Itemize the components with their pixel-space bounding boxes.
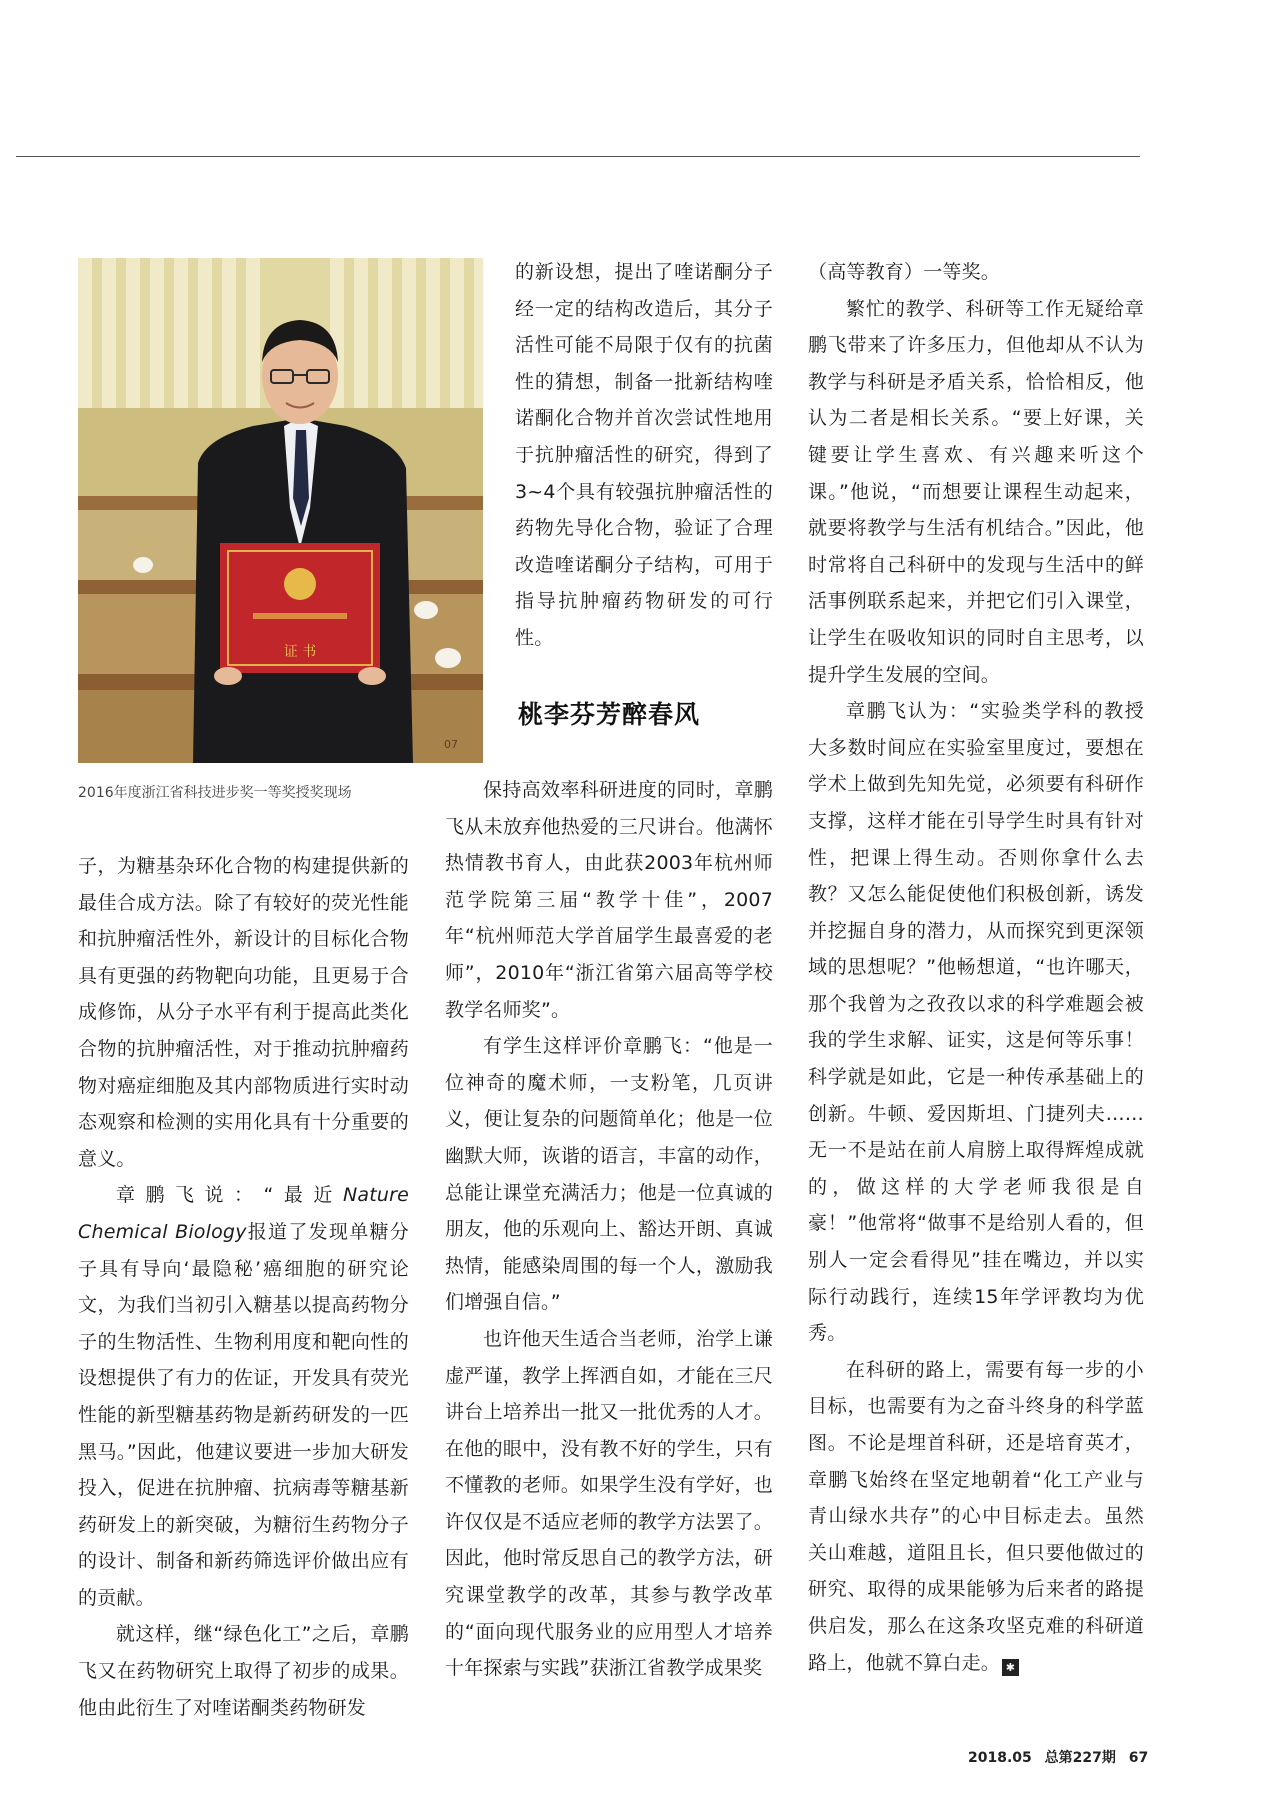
col3-paragraph-3 — [808, 1352, 1144, 1681]
column-2 — [445, 772, 773, 1687]
svg-text:07: 07 — [444, 738, 458, 751]
photo-caption: 2016年度浙江省科技进步奖一等奖授奖现场 — [78, 785, 352, 801]
col3-paragraph-2: 章鹏飞认为：“实验类学科的教授大多数时间应在实验室里度过，要想在学术上做到先知先觉，必须要有科研作支撑，这样才能在引导学生时具有针对性，把课上得生动。否则你拿什么去教？又怎么能促使他们积极创新，诱发并挖掘自身的潜力，从而探究到更深领域的思想呢？”他畅想道，“也许哪天，那个我曾为之孜孜以求的科学难题会被我的学生求解、证实，这是何等乐事！科学就是如此，它是一种传承基础上的创新。牛顿、爱因斯坦、门捷列夫……无一不是站在前人肩膀上取得辉煌成就的，做这样的大学老师我很是自豪！”他常将“做事不是给别人看的，但别人一定会看得见”挂在嘴边，并以实际行动践行，连续15年学评教均为优秀。 — [808, 700, 1144, 1345]
col1-paragraph-3: 就这样，继“绿色化工”之后，章鹏飞又在药物研究上取得了初步的成果。他由此衍生了对喹诺酮类药物研发 — [78, 1623, 409, 1719]
page-number: 67 — [1128, 1750, 1149, 1766]
col2-paragraph-1: 保持高效率科研进度的同时，章鹏飞从未放弃他热爱的三尺讲台。他满怀热情教书育人，由此获2003年杭州师范学院第三届“教学十佳”，2007年“杭州师范大学首届学生最喜爱的老师”，2010年“浙江省第六届高等学校教学名师奖”。 — [445, 779, 773, 1021]
column-1 — [78, 848, 409, 1726]
page-footer — [968, 1747, 1156, 1767]
issue-number: 总第227期 — [1044, 1750, 1116, 1766]
column-2-top: 的新设想，提出了喹诺酮分子经一定的结构改造后，其分子活性可能不局限于仅有的抗菌性的猜想，制备一批新结构喹诺酮化合物并首次尝试性地用于抗肿瘤活性的研究，得到了3~4个具有较强抗肿瘤活性的药物先导化合物，验证了合理改造喹诺酮分子结构，可用于指导抗肿瘤药物研发的可行性。 — [515, 261, 773, 649]
col1-paragraph-2 — [78, 1177, 409, 1616]
section-heading: 桃李芬芳醉春风 — [517, 700, 700, 729]
col1-paragraph-1: 子，为糖基杂环化合物的构建提供新的最佳合成方法。除了有较好的荧光性能和抗肿瘤活性外，新设计的目标化合物具有更强的药物靶向功能，且更易于合成修饰，从分子水平有利于提高此类化合物的抗肿瘤活性，对于推动抗肿瘤药物对癌症细胞及其内部物质进行实时动态观察和检测的实用化具有十分重要的意义。 — [78, 855, 409, 1170]
column-3 — [808, 254, 1144, 1681]
journal-name: Nature Chemical Biology — [78, 1184, 409, 1243]
col3-paragraph-1: 繁忙的教学、科研等工作无疑给章鹏飞带来了许多压力，但他却从不认为教学与科研是矛盾关系，恰恰相反，他认为二者是相长关系。“要上好课，关键要让学生喜欢、有兴趣来听这个课。”他说，“而想要让课程生动起来，就要将教学与生活有机结合。”因此，他时常将自己科研中的发现与生活中的鲜活事例联系起来，并把它们引入课堂，让学生在吸收知识的同时自主思考，以提升学生发展的空间。 — [808, 297, 1144, 686]
issue-date: 2018.05 — [968, 1750, 1032, 1766]
col2-paragraph-3: 也许他天生适合当老师，治学上谦虚严谨，教学上挥洒自如，才能在三尺讲台上培养出一批又一批优秀的人才。在他的眼中，没有教不好的学生，只有不懂教的老师。如果学生没有学好，也许仅仅是不适应老师的教学方法罢了。因此，他时常反思自己的教学方法，研究课堂教学的改革，其参与教学改革的“面向现代服务业的应用型人才培养十年探索与实践”获浙江省教学成果奖 — [445, 1327, 773, 1680]
col2-paragraph-2: 有学生这样评价章鹏飞：“他是一位神奇的魔术师，一支粉笔，几页讲义，便让复杂的问题简单化；他是一位幽默大师，诙谐的语言，丰富的动作，总能让课堂充满活力；他是一位真诚的朋友，他的乐观向上、豁达开朗、真诚热情，能感染周围的每一个人，激励我们增强自信。” — [445, 1035, 773, 1314]
svg-text:证 书: 证 书 — [283, 644, 317, 660]
col1-paragraph-2-start: 章鹏飞说：“最近 — [116, 1184, 343, 1207]
award-photo-illustration — [78, 258, 483, 763]
award-photo — [78, 258, 483, 763]
col3-paragraph-3-text: 在科研的路上，需要有每一步的小目标，也需要有为之奋斗终身的科学蓝图。不论是埋首科研，还是培育英才，章鹏飞始终在坚定地朝着“化工产业与青山绿水共存”的心中目标走去。虽然关山难越，道阻且长，但只要他做过的研究、取得的成果能够为后来者的路提供启发，那么在这条攻坚克难的科研道路上，他就不算白走。 — [808, 1358, 1144, 1674]
header-rule — [16, 156, 1140, 157]
article-end-icon: ✱ — [1002, 1659, 1019, 1676]
col1-paragraph-2-rest: 报道了发现单糖分子具有导向‘最隐秘’癌细胞的研究论文，为我们当初引入糖基以提高药物分子的生物活性、生物利用度和靶向性的设想提供了有力的佐证，开发具有荧光性能的新型糖基药物是新药研发的一匹黑马。”因此，他建议要进一步加大研发投入，促进在抗肿瘤、抗病毒等糖基新药研发上的新突破，为糖衍生药物分子的设计、制备和新药筛选评价做出应有的贡献。 — [78, 1220, 409, 1609]
col3-paragraph-0: （高等教育）一等奖。 — [808, 261, 1001, 283]
